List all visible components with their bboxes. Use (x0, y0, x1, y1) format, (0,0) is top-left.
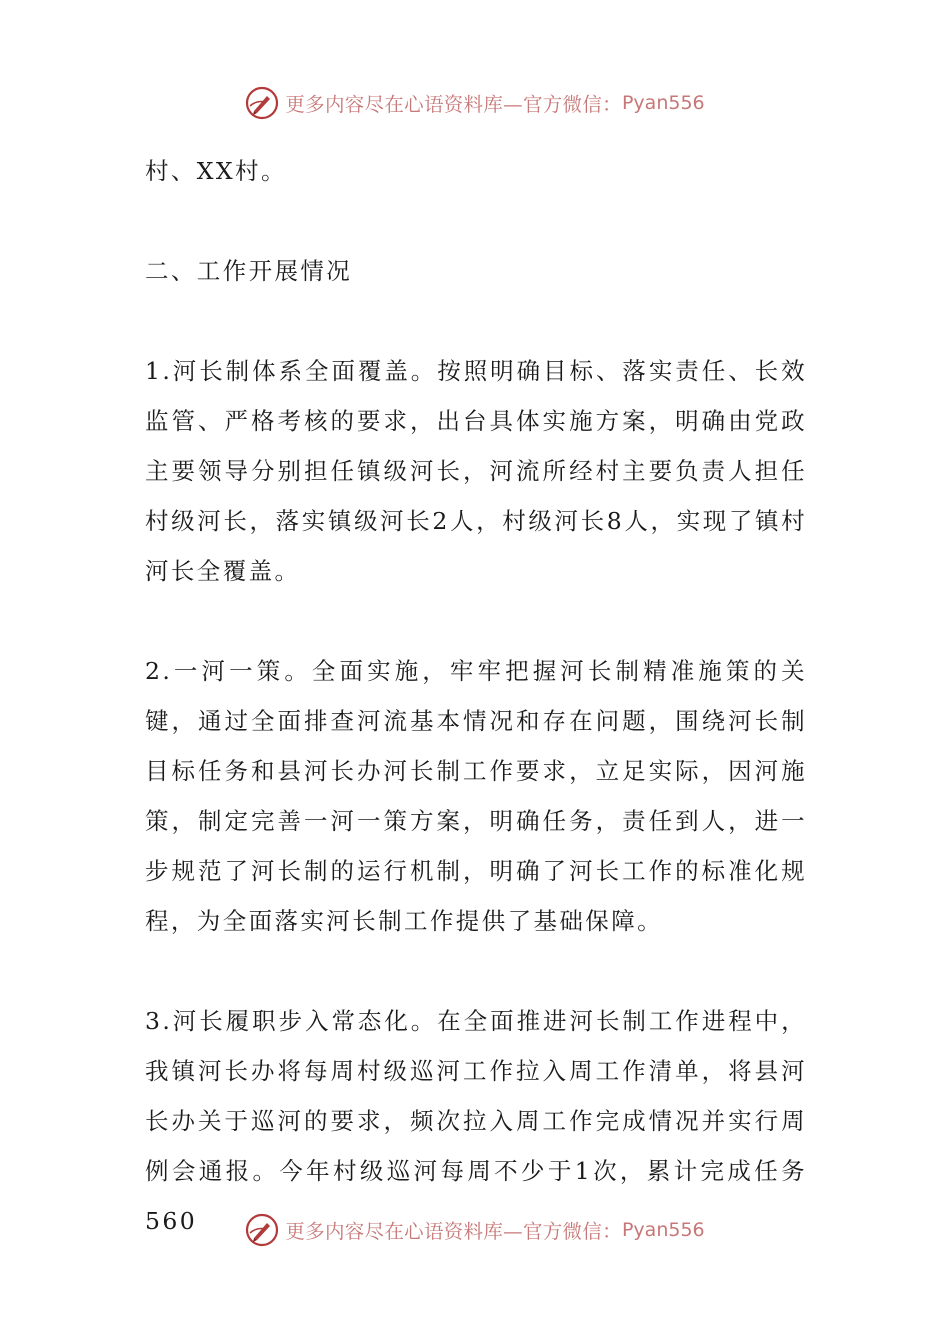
document-body (145, 146, 807, 1246)
section-heading: 二、工作开展情况 (145, 257, 353, 285)
continuation-line: 村、XX村。 (145, 157, 287, 185)
watermark-text: 更多内容尽在心语资料库—官方微信： (285, 1220, 622, 1243)
paragraph-2: 2.一河一策。全面实施，牢牢把握河长制精准施策的关键，通过全面排查河流基本情况和存在问题，围绕河长制目标任务和县河长办河长制工作要求，立足实际，因河施策，制定完善一河一策方案，明确任务，责任到人，进一步规范了河长制的运行机制，明确了河长工作的标准化规程，为全面落实河长制工作提供了基础保障。 (145, 657, 807, 935)
pen-logo-icon (245, 1213, 279, 1247)
pen-logo-icon (245, 86, 279, 120)
watermark-text: 更多内容尽在心语资料库—官方微信： (285, 93, 622, 116)
paragraph-gap (145, 946, 807, 996)
header-watermark (0, 83, 950, 123)
paragraph-gap (145, 596, 807, 646)
watermark-wechat-id: Pyan556 (621, 92, 705, 114)
footer-watermark (0, 1210, 950, 1250)
paragraph-gap (145, 296, 807, 346)
paragraph-1: 1.河长制体系全面覆盖。按照明确目标、落实责任、长效监管、严格考核的要求，出台具体实施方案，明确由党政主要领导分别担任镇级河长，河流所经村主要负责人担任村级河长，落实镇级河长2人，村级河长8人，实现了镇村河长全覆盖。 (145, 357, 807, 585)
paragraph-gap (145, 196, 807, 246)
watermark-wechat-id: Pyan556 (621, 1219, 705, 1241)
paragraph-3: 3.河长履职步入常态化。在全面推进河长制工作进程中，我镇河长办将每周村级巡河工作拉入周工作清单，将县河长办关于巡河的要求，频次拉入周工作完成情况并实行周例会通报。今年村级巡河每周不少于1次，累计完成任务560 (145, 1007, 807, 1235)
